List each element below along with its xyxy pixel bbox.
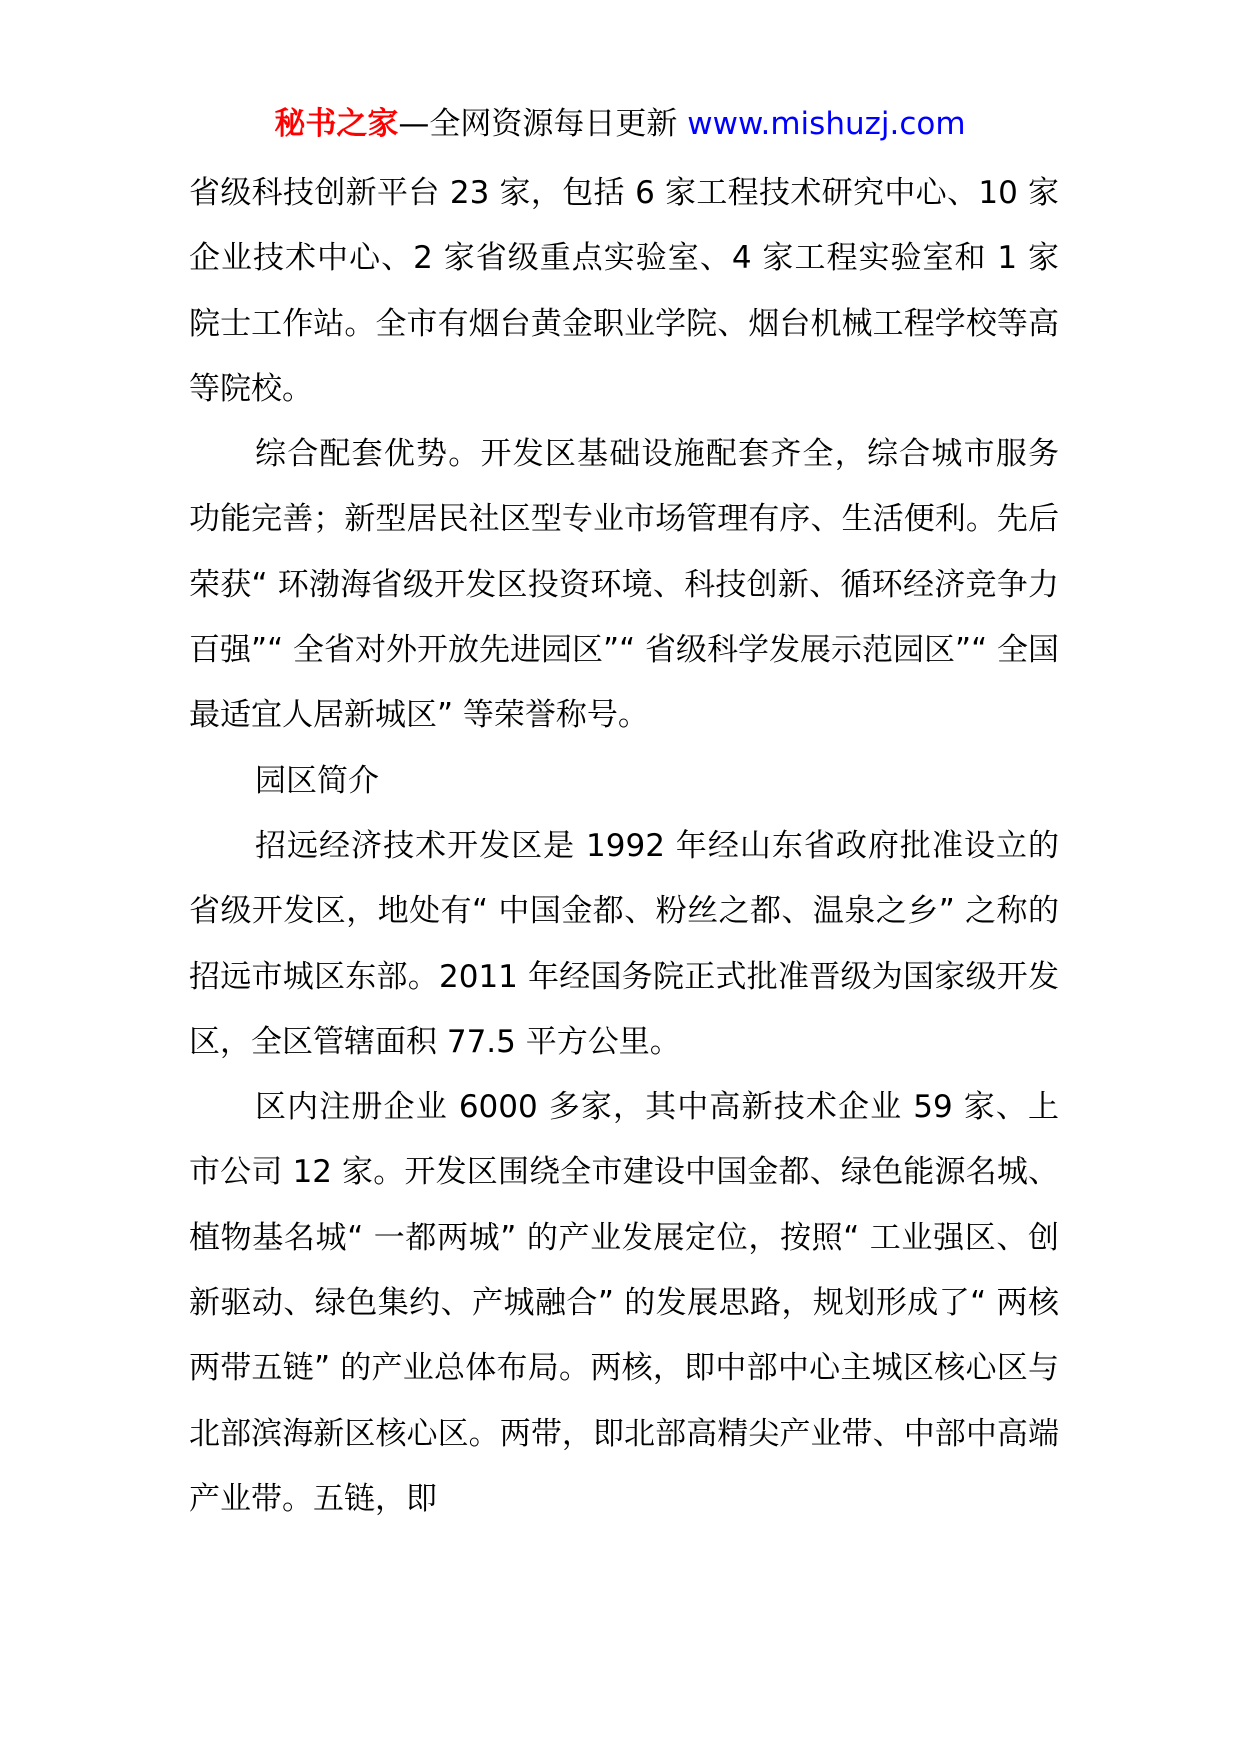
brand-name: 秘书之家 [274,106,399,142]
paragraph-supporting-advantages: 综合配套优势。开发区基础设施配套齐全，综合城市服务功能完善；新型居民社区型专业市场管理有序、生活便利。先后荣获“ 环渤海省级开发区投资环境、科技创新、循环经济竞争力百强”“ 全省对外开放先进园区”“ 省级科学发展示范园区”“ 全国最适宜人居新城区” 等荣誉称号。 [189,436,1059,734]
paragraph-park-overview: 招远经济技术开发区是 1992 年经山东省政府批准设立的省级开发区，地处有“ 中国金都、粉丝之都、温泉之乡” 之称的招远市城区东部。2011 年经国务院正式批准晋级为国家级开发区，全区管辖面积 77.5 平方公里。 [189,827,1059,1060]
paragraph-enterprises: 区内注册企业 6000 多家，其中高新技术企业 59 家、上市公司 12 家。开发区围绕全市建设中国金都、绿色能源名城、植物基名城“ 一都两城” 的产业发展定位，按照“ 工业强区、创新驱动、绿色集约、产城融合” 的发展思路，规划形成了“ 两核两带五链” 的产业总体布局。两核，即中部中心主城区核心区与北部滨海新区核心区。两带，即北部高精尖产业带、中部中高端产业带。五链，即 [189,1089,1059,1517]
section-heading: 园区简介 [255,762,379,799]
page-header [0,104,1240,144]
document-body [189,161,1059,1532]
site-link[interactable]: www.mishuzj.com [687,106,966,142]
paragraph-continued: 省级科技创新平台 23 家，包括 6 家工程技术研究中心、10 家企业技术中心、2 家省级重点实验室、4 家工程实验室和 1 家院士工作站。全市有烟台黄金职业学院、烟台机械工程学校等高等院校。 [189,175,1059,407]
header-tagline: —全网资源每日更新 [398,106,678,142]
